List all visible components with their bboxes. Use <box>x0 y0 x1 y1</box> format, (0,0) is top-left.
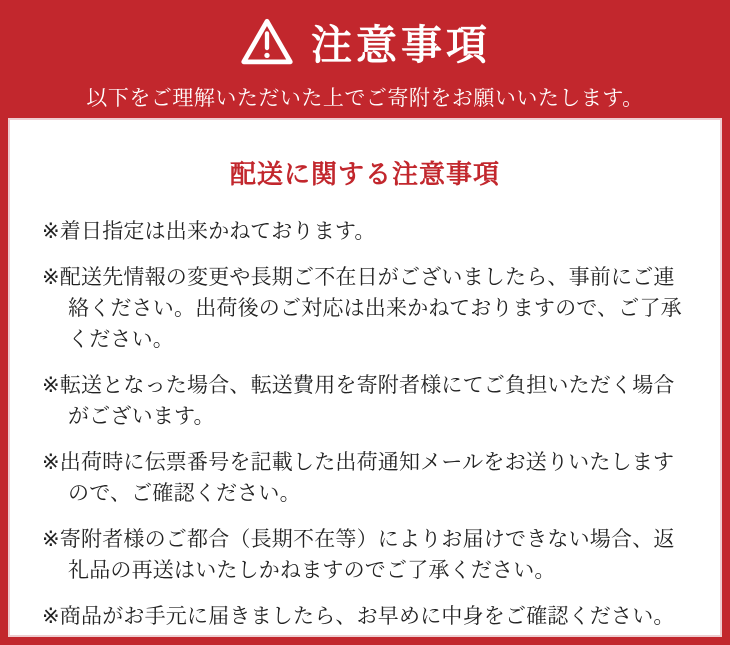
section-title: 配送に関する注意事項 <box>229 159 500 189</box>
warning-triangle-icon <box>239 17 295 67</box>
page-title: 注意事項 <box>311 22 491 68</box>
notice-item: ※着日指定は出来かねております。 <box>42 220 376 243</box>
notice-item-list <box>8 191 722 632</box>
header-subtitle: 以下をご理解いただいた上でご寄附をお願いいたします。 <box>86 87 644 110</box>
notice-item: ※商品がお手元に届きましたら、お早めに中身をご確認ください。 <box>42 605 675 628</box>
notice-item: ※配送先情報の変更や長期ご不在日がございましたら、事前にご連絡ください。出荷後のご対応は出来かねておりますので、ご了承ください。 <box>42 266 682 351</box>
notice-item: ※寄附者様のご都合（長期不在等）によりお届けできない場合、返礼品の再送はいたしかねますのでご了承ください。 <box>42 528 675 582</box>
delivery-notice-panel <box>8 118 722 637</box>
notice-header <box>0 0 730 118</box>
notice-item: ※出荷時に伝票番号を記載した出荷通知メールをお送りいたしますので、ご確認ください。 <box>42 451 675 505</box>
header-title-row <box>239 12 491 71</box>
notice-item: ※転送となった場合、転送費用を寄附者様にてご負担いただく場合がございます。 <box>42 374 675 428</box>
